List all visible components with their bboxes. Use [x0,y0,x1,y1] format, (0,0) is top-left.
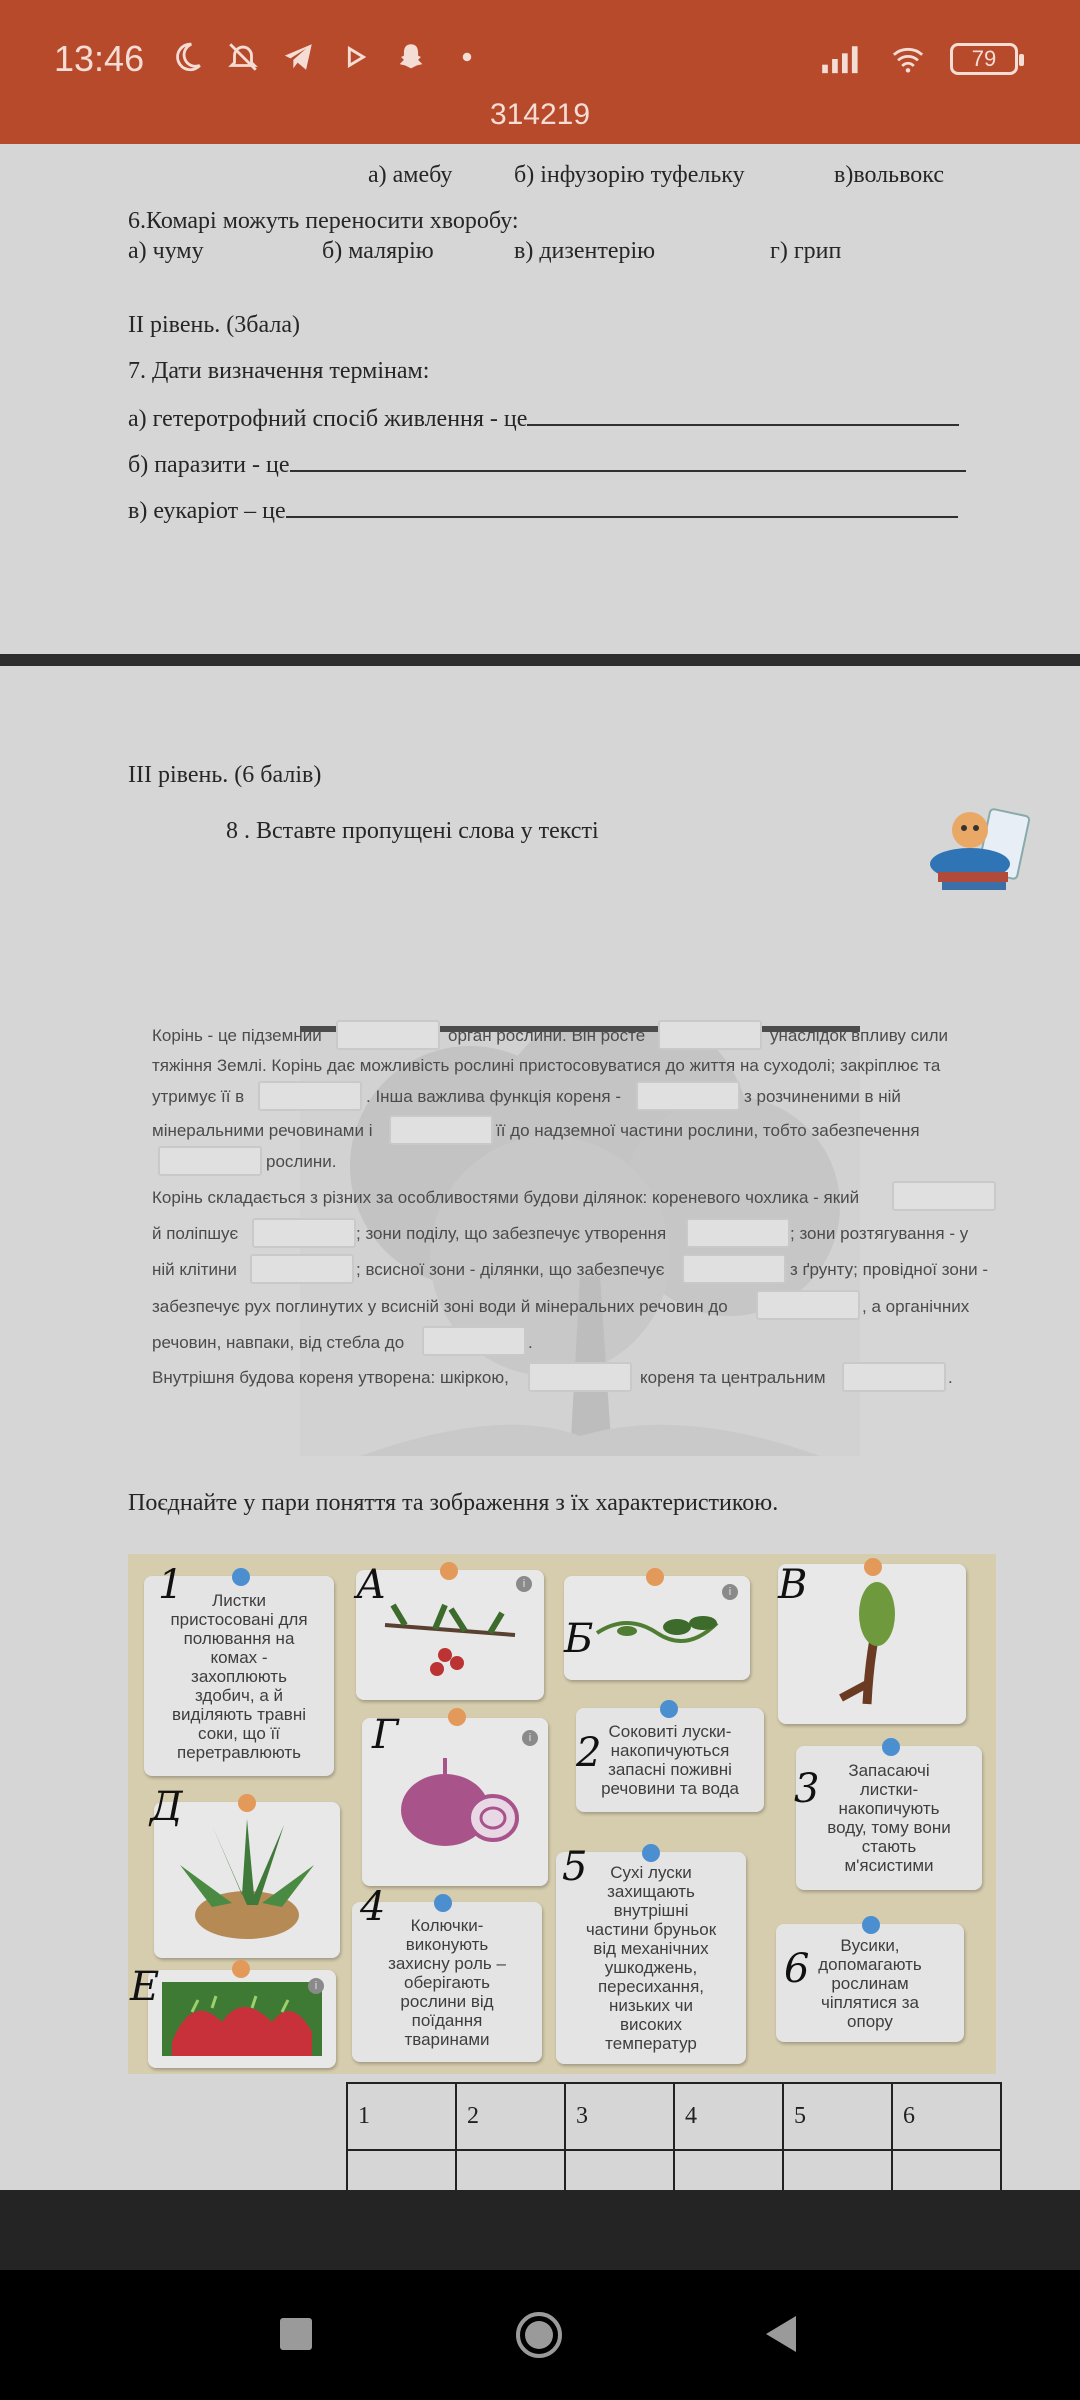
barberry-spines-image [375,1585,525,1685]
handwritten-label: А [356,1562,387,1608]
status-bar [0,0,1080,144]
q8-text-line: забезпечує рух поглинутих у всисній зоні води й мінеральних речовин до [152,1297,728,1316]
home-icon[interactable] [514,2310,564,2360]
table-header-cell: 5 [783,2083,892,2150]
match-title: Поєднайте у пари поняття та зображення з їх характеристикою. [128,1490,779,1516]
blank-input[interactable] [842,1362,946,1392]
q5-option-c: в)вольвокс [834,162,944,188]
q8-text-line: її до надземної частини рослини, тобто забезпечення [496,1121,920,1140]
q6-option-a: а) чуму [128,238,204,264]
pin-icon [440,1562,458,1580]
blank-input[interactable] [528,1362,632,1392]
wifi-icon [886,42,930,76]
cartoon-student-image [924,802,1034,892]
q8-text-line: Внутрішня будова кореня утворена: шкіркою, [152,1368,509,1387]
pin-icon [864,1558,882,1576]
q8-text-line: ; всисної зони - ділянки, що забезпечує [356,1260,665,1279]
handwritten-label: 4 [360,1884,386,1930]
back-icon[interactable] [762,2314,800,2354]
bud-scales-image [827,1574,917,1714]
handwritten-label: 5 [562,1844,588,1890]
document-viewer[interactable] [0,144,1080,2190]
table-header-cell: 3 [565,2083,674,2150]
moon-icon [170,40,204,74]
signal-icon [818,42,866,76]
q6-option-d: г) грип [770,238,842,264]
q8-text-line: ; зони поділу, що забезпечує утворення [356,1224,667,1243]
page-2 [0,666,1080,2190]
pin-icon [646,1568,664,1586]
notification-icons [170,40,484,74]
pin-icon [882,1738,900,1756]
q8-text-line: унаслідок впливу сили [770,1026,949,1045]
q7-item-c: в) еукаріот – це [128,496,958,525]
q8-text-line: тяжіння Землі. Корінь дає можливість рослині пристосовуватися до життя на суходолі; закріплює та [152,1056,941,1075]
blank-input[interactable] [636,1081,740,1111]
handwritten-label: 2 [576,1730,602,1776]
table-row [347,2083,1001,2150]
handwritten-label: 1 [158,1562,184,1608]
system-icons [818,42,1018,76]
match-card-1[interactable]: Листки пристосовані для полювання на комах - захоплюють здобич, а й виділяють травні соки, що її перетравлюють [144,1576,334,1776]
pin-icon [232,1960,250,1978]
handwritten-label: Е [130,1964,160,2010]
q8-text-line: мінеральними речовинами і [152,1121,373,1140]
match-card-3[interactable]: Запасаючі листки- накопичують воду, тому вони стають м'ясистими [796,1746,982,1890]
match-card-5[interactable]: Сухі луски захищають внутрішні частини бруньок від механічних ушкоджень, пересихання, низьких чи високих температур [556,1852,746,2064]
bottom-strip [0,2190,1080,2270]
matching-exercise [128,1554,996,2074]
handwritten-label: 3 [794,1766,820,1812]
page-1 [0,144,1080,654]
level-3-heading: III рівень. (6 балів) [128,762,322,788]
battery-icon: 79 [950,43,1018,75]
bell-off-icon [226,40,260,74]
q5-option-a: а) амебу [368,162,453,188]
pin-icon [232,1568,250,1586]
blank-input[interactable] [250,1254,354,1284]
handwritten-label: Б [564,1616,594,1662]
info-icon[interactable]: i [722,1584,738,1600]
info-icon[interactable]: i [308,1978,324,1994]
venus-flytrap-image [162,1982,322,2056]
q8-text-line: орган рослини. Він росте [448,1026,646,1045]
q8-text-line: утримує її в [152,1087,245,1106]
q8-text-line: речовин, навпаки, від стебла до [152,1333,405,1352]
recent-apps-icon[interactable] [278,2316,314,2352]
page-separator [0,654,1080,666]
level-2-heading: II рівень. (3бала) [128,312,300,338]
q8-text-line: кореня та центральним [640,1368,826,1387]
pin-icon [448,1708,466,1726]
match-card-2[interactable]: Соковиті луски- накопичуються запасні поживні речовини та вода [576,1708,764,1812]
blank-input[interactable] [158,1146,262,1176]
q8-text-line: з ґрунту; провідної зони - [790,1260,989,1279]
aloe-image [172,1815,322,1945]
q6-option-b: б) малярію [322,238,434,264]
blank-input[interactable] [682,1254,786,1284]
document-title: 314219 [489,98,591,131]
q8-text-line: Корінь складається з різних за особливостями будови ділянок: кореневого чохлика - який [152,1188,860,1207]
telegram-icon [282,40,316,74]
q6-question: 6.Комарі можуть переносити хворобу: [128,208,519,234]
table-header-cell: 6 [892,2083,1001,2150]
pin-icon [642,1844,660,1862]
match-card-4[interactable]: Колючки- виконують захисну роль – оберігають рослини від поїдання тваринами [352,1902,542,2062]
navigation-bar [0,2270,1080,2400]
info-icon[interactable]: i [516,1576,532,1592]
pin-icon [660,1700,678,1718]
q8-text-line: рослини. [266,1152,337,1171]
blank-input[interactable] [252,1218,356,1248]
q8-text-line: , а органічних [862,1297,970,1316]
q7-question: 7. Дати визначення термінам: [128,358,430,384]
play-icon [338,40,372,74]
q8-question: 8 . Вставте пропущені слова у тексті [226,818,599,844]
pin-icon [434,1894,452,1912]
q8-text-line: ній клітини [152,1260,237,1279]
pin-icon [862,1916,880,1934]
q6-option-c: в) дизентерію [514,238,656,264]
q8-text-line: Корінь - це підземний [152,1026,322,1045]
snapchat-icon [394,40,428,74]
table-header-cell: 1 [347,2083,456,2150]
table-header-cell: 4 [674,2083,783,2150]
match-card-6[interactable]: Вусики, допомагають рослинам чіплятися за опору [776,1924,964,2042]
handwritten-label: В [778,1562,808,1608]
clock: 13:46 [54,38,145,79]
handwritten-label: Д [150,1784,183,1830]
q5-option-b: б) інфузорію туфельку [514,162,745,188]
blank-input[interactable] [658,1020,762,1050]
q8-text-line: й поліпшує [152,1224,239,1243]
handwritten-label: Г [372,1712,399,1758]
q8-text-line: . [528,1333,533,1352]
table-header-cell: 2 [456,2083,565,2150]
blank-input[interactable] [756,1290,860,1320]
q7-item-b: б) паразити - це [128,450,966,479]
q8-text-line: . Інша важлива функція кореня - [366,1087,622,1106]
blank-input[interactable] [422,1326,526,1356]
blank-input[interactable] [389,1115,493,1145]
pin-icon [238,1794,256,1812]
pea-tendrils-image [587,1593,727,1663]
q7-item-a: а) гетеротрофний спосіб живлення - це [128,404,959,433]
blank-input[interactable] [336,1020,440,1050]
handwritten-label: 6 [784,1946,810,1992]
onion-image [385,1752,525,1852]
blank-input[interactable] [258,1081,362,1111]
blank-input[interactable] [686,1218,790,1248]
q8-text-line: ; зони розтягування - у [790,1224,969,1243]
q8-text-line: з розчиненими в ній [744,1087,901,1106]
info-icon[interactable]: i [522,1730,538,1746]
blank-input[interactable] [892,1181,996,1211]
dot-icon [450,40,484,74]
q8-text-line: . [948,1368,953,1387]
